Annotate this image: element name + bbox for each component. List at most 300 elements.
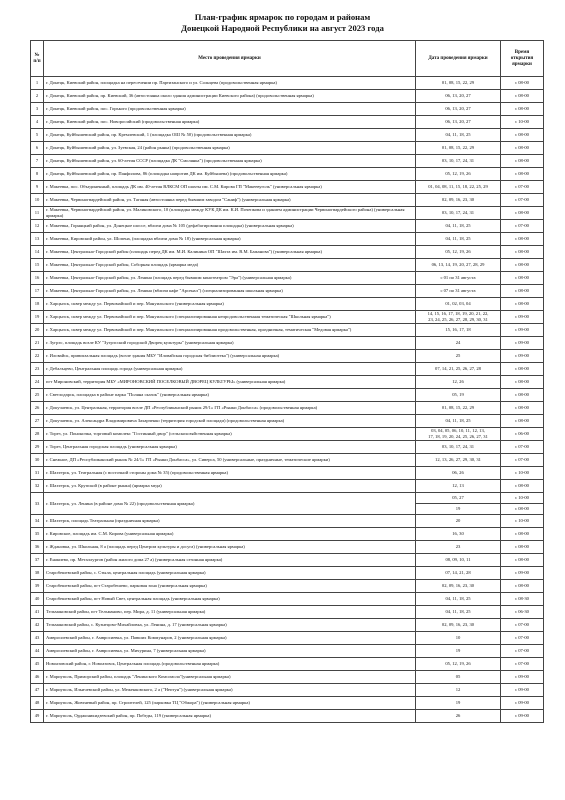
row-dates: [416, 337, 501, 350]
row-dates: [416, 324, 501, 337]
row-dates-line: 06, 13, 14, 19, 20, 27, 28, 29: [431, 262, 485, 268]
table-row: [31, 129, 544, 142]
row-time: с 09-00: [501, 311, 544, 324]
row-dates: 05, 27: [416, 493, 501, 504]
row-place: г. Макеевка, Центрально-Городской район, Соборная площадь (ярмарка меда): [44, 259, 416, 272]
row-dates: [416, 246, 501, 259]
table-row: [31, 142, 544, 155]
table-row: [31, 515, 544, 528]
table-row: [31, 194, 544, 207]
row-dates: [416, 658, 501, 671]
row-number: 13: [31, 233, 44, 246]
row-dates-line: 08, 09, 10, 11: [445, 557, 471, 563]
table-row: [31, 658, 544, 671]
row-time: с 08-00: [501, 402, 544, 415]
row-dates: [416, 389, 501, 402]
row-number: 47: [31, 684, 44, 697]
table-row: [31, 233, 544, 246]
row-dates-line: 04, 11, 18, 25: [445, 132, 471, 138]
table-row: [31, 671, 544, 684]
table-row: [31, 155, 544, 168]
row-dates: [416, 454, 501, 467]
row-number: 30: [31, 454, 44, 467]
row-time: с 08-00: [501, 207, 544, 220]
row-dates: [416, 593, 501, 606]
row-time: с 08-00: [501, 528, 544, 541]
row-dates-line: 07, 14, 21, 25, 26, 27, 28: [435, 366, 481, 372]
row-place: г. Мариуполь, Жовтневый район, пр. Строителей, 125 (парковка ТЦ "Обжора") (универсальная ярмарка): [44, 697, 416, 710]
table-row: [31, 684, 544, 697]
row-time: с 07-00: [501, 658, 544, 671]
row-number: 43: [31, 632, 44, 645]
row-dates: [416, 697, 501, 710]
row-time: с 08-00: [501, 480, 544, 493]
title-line-1: План-график ярмарок по городам и районам: [194, 12, 371, 22]
row-dates-line: 06, 13, 20, 27: [445, 106, 471, 112]
row-number: 6: [31, 142, 44, 155]
row-number: 32: [31, 480, 44, 493]
table-row: [31, 619, 544, 632]
row-number: 11: [31, 207, 44, 220]
row-number: 35: [31, 528, 44, 541]
row-number: 17: [31, 285, 44, 298]
row-place: Новоазовский район, г. Новоазовск, Центральная площадь (продовольственная ярмарка): [44, 658, 416, 671]
row-number: 8: [31, 168, 44, 181]
row-time: с 10-00: [501, 116, 544, 129]
row-place: г. Макеевка, Червоногвардейский район, ул. Таганая (автостоянка перед бывшим заводом "Саниф") (универсальная ярмарка): [44, 194, 416, 207]
table-row: [31, 541, 544, 554]
row-number: 46: [31, 671, 44, 684]
row-place: г. Шахтерск, ул. Ленина (в районе дома № 22) (продовольственная ярмарка): [44, 493, 416, 515]
row-dates-line: 02, 09, 16, 23, 30: [441, 583, 475, 589]
table-row: [31, 567, 544, 580]
row-dates: [416, 567, 501, 580]
table-body: [31, 77, 544, 723]
row-place: г. Светлодарск, площадка в районе парка "Поляна сказок" (универсальная ярмарка): [44, 389, 416, 402]
row-number: 12: [31, 220, 44, 233]
row-dates: [416, 710, 501, 723]
row-time: с 08-00: [501, 580, 544, 593]
row-place: Амвросиевский район, г. Амвросиевка, ул. Павших Коммунаров, 2 (универсальная ярмарка): [44, 632, 416, 645]
row-number: 44: [31, 645, 44, 658]
row-place: г. Харцызск, сквер между ул. Первомайской и пер. Мануильского (специализированная продовольственная, праздничная, тематическая "Медовая ярмарка"): [44, 324, 416, 337]
row-time: с 09-00: [501, 671, 544, 684]
row-dates-line: 05, 12, 19, 26: [445, 171, 471, 177]
document-title: [0, 12, 565, 33]
row-place: г. Шахтерск, ул. Крупской (в районе рынка) (ярмарка меда): [44, 480, 416, 493]
row-number: 33: [31, 493, 44, 515]
row-number: 26: [31, 402, 44, 415]
row-time: с 08-00: [501, 504, 544, 515]
row-dates-line: 12: [455, 687, 461, 693]
row-number: 10: [31, 194, 44, 207]
row-number: 7: [31, 155, 44, 168]
row-place: г. Макеевка, Червоногвардейский район, ул. Малиновского, 10 (площадка между КУК ДК им. К.И. Почепкова и зданием администрации Червоногвардейского района) (универсальная ярмарка): [44, 207, 416, 220]
row-dates-line: 23, 24, 25, 26, 27, 28, 29, 30, 31: [428, 317, 488, 322]
row-dates: [416, 220, 501, 233]
row-dates: [416, 441, 501, 454]
row-number: 4: [31, 116, 44, 129]
row-dates-line: 05, 12, 19, 26: [445, 661, 471, 667]
row-time: с 10-00: [501, 467, 544, 480]
row-dates: [416, 116, 501, 129]
row-dates-line: 24: [455, 340, 461, 346]
row-dates: [416, 428, 501, 441]
row-number: 20: [31, 324, 44, 337]
row-dates: [416, 528, 501, 541]
table-row: [31, 285, 544, 298]
table-row: [31, 376, 544, 389]
row-place: г. Торез, Центральная городская площадь (универсальная ярмарка): [44, 441, 416, 454]
row-place: г. Докучаевск, ул. Александра Владимировича Захарченко (территория городской площади) (продовольственная ярмарка): [44, 415, 416, 428]
row-number: 36: [31, 541, 44, 554]
row-time: с 08-00: [501, 233, 544, 246]
row-dates: [416, 142, 501, 155]
row-place: г. Макеевка, Центрально-Городской район (площадь перед ДК им. М.И. Калинина ОП "Шахта им. В.М. Бажанова") (универсальная ярмарка): [44, 246, 416, 259]
row-number: 23: [31, 363, 44, 376]
row-time: с 09-00: [501, 684, 544, 697]
row-place: г. Ждановка, ул. Школьная, 8 а (площадь перед Центром культуры и досуга) (универсальная ярмарка): [44, 541, 416, 554]
row-dates-line: 04, 11, 18, 25: [445, 596, 471, 602]
row-number: 22: [31, 350, 44, 363]
row-time: с 07-00: [501, 220, 544, 233]
row-place: г. Иловайск, привокзальная площадь (возле здания МБУ "Иловайская городская библиотека") (универсальная ярмарка): [44, 350, 416, 363]
row-place: г. Шахтерск, площадь Театральная (праздничная ярмарка): [44, 515, 416, 528]
row-number: 18: [31, 298, 44, 311]
row-number: 34: [31, 515, 44, 528]
table-row: [31, 593, 544, 606]
row-time: с 08-00: [501, 103, 544, 116]
row-place: Тельмановский район, с. Кузнецово-Михайловка, ул. Ленина, д. 17 (универсальная ярмарка): [44, 619, 416, 632]
row-number: 41: [31, 606, 44, 619]
row-place: Старобешевский район, с. Стыла, центральная площадь (универсальная ярмарка): [44, 567, 416, 580]
row-number: 40: [31, 593, 44, 606]
row-place: г. Донецк, Киевский район, пос. Горького (продовольственная ярмарка): [44, 103, 416, 116]
row-dates: [416, 671, 501, 684]
row-place: г. Макеевка, пос. Объединенный, площадь ДК им. 40-летия ВЛКСМ ОП шахты им. С.М. Кирова ГП "Макеевуголь" (универсальная ярмарка): [44, 181, 416, 194]
table-row: [31, 606, 544, 619]
table-row: [31, 337, 544, 350]
row-dates: [416, 350, 501, 363]
row-dates: [416, 684, 501, 697]
row-time: с 09-00: [501, 567, 544, 580]
table-row: [31, 207, 544, 220]
row-dates-line: 01, 02, 03, 04: [445, 301, 471, 307]
row-dates-line: 17, 18, 19, 20, 24, 25, 26, 27, 31: [428, 434, 488, 439]
row-time: с 07-00: [501, 632, 544, 645]
row-dates: [416, 311, 501, 324]
row-time: с 08-00: [501, 541, 544, 554]
row-time: с 08-00: [501, 129, 544, 142]
row-time: с 09-00: [501, 710, 544, 723]
row-place: г. Донецк, Киевский район, пр. Киевский, 36 (автостоянка около здания администрации Киевского района) (продовольственная ярмарка): [44, 90, 416, 103]
row-place: Старобешевский район, пгт Старобешево, парковая зона (универсальная ярмарка): [44, 580, 416, 593]
table-row: [31, 103, 544, 116]
row-time: с 08-00: [501, 298, 544, 311]
row-dates: [416, 233, 501, 246]
row-number: 29: [31, 441, 44, 454]
table-row: [31, 90, 544, 103]
row-dates-line: 14, 15, 16, 17, 18, 19, 20, 21, 22,: [427, 311, 489, 317]
row-dates-line: 19: [455, 648, 461, 654]
row-place: г. Докучаевск, ул. Центральная, территория возле ДП «Республиканский рынок 29/1» ГП «Рынки Донбасса» (продовольственная ярмарка): [44, 402, 416, 415]
row-time: с 07-00: [501, 645, 544, 658]
row-time: с 06-30: [501, 606, 544, 619]
row-dates-line: 04, 11, 18, 25: [445, 609, 471, 615]
row-place: г. Макеевка, Горняцкий район, ул. Донецкое шоссе, вблизи дома № 105 (дефабагирования площадка) (универсальная ярмарка): [44, 220, 416, 233]
row-number: 38: [31, 567, 44, 580]
row-time: с 08-00: [501, 246, 544, 259]
row-dates-line: 04, 11, 18, 25: [445, 418, 471, 424]
row-number: 15: [31, 259, 44, 272]
row-dates-line: 06, 13, 20, 27: [445, 119, 471, 125]
row-place: г. Макеевка, Центрально-Городской район, ул. Ленина (вблизи кафе "Арсенал") (специализированная школьная ярмарка): [44, 285, 416, 298]
row-time: с 08-00: [501, 285, 544, 298]
row-dates: [416, 376, 501, 389]
row-dates: [416, 168, 501, 181]
row-place: Тельмановский район, пгт Тельманово, пер. Мира, д. 11 (универсальная ярмарка): [44, 606, 416, 619]
row-dates: [416, 580, 501, 593]
row-time: с 08-30: [501, 593, 544, 606]
row-place: г. Зугрэс, площадь возле КУ "Зугрэсский городской Дворец культуры" (универсальная ярмарка): [44, 337, 416, 350]
row-place: г. Харцызск, сквер между ул. Первомайской и пер. Мануильского (специализированная непродовольственная тематическая "Школьная ярмарка"): [44, 311, 416, 324]
row-number: 25: [31, 389, 44, 402]
row-dates: [416, 415, 501, 428]
row-number: 21: [31, 337, 44, 350]
row-time: с 08-00: [501, 554, 544, 567]
row-number: 24: [31, 376, 44, 389]
row-number: 42: [31, 619, 44, 632]
table-row: [31, 77, 544, 90]
row-dates-line: 03, 10, 17, 24, 31: [441, 158, 475, 164]
row-number: 45: [31, 658, 44, 671]
row-dates: [416, 103, 501, 116]
row-number: 49: [31, 710, 44, 723]
row-time: с 10-00: [501, 515, 544, 528]
row-place: Амвросиевский район, г. Амвросиевка, ул. Мичурина, 7 (универсальная ярмарка): [44, 645, 416, 658]
table-row: [31, 220, 544, 233]
row-number: 1: [31, 77, 44, 90]
row-number: 19: [31, 311, 44, 324]
row-place: г. Кировское, площадь им. С.М. Кирова (универсальная ярмарка): [44, 528, 416, 541]
row-dates-line: 12, 13: [452, 483, 464, 489]
row-dates: [416, 285, 501, 298]
table-row: [31, 324, 544, 337]
row-place: г. Донецк, Куйбышевский район, пр. Кремлевский, 1 (площадка ОШ № 50) (продовольственная ярмарка): [44, 129, 416, 142]
fairs-schedule-table: [30, 40, 544, 723]
table-row: [31, 350, 544, 363]
row-dates-line: 23: [455, 544, 461, 550]
row-number: 16: [31, 272, 44, 285]
row-dates: [416, 259, 501, 272]
row-dates-line: 06, 13, 20, 27: [445, 93, 471, 99]
table-row: [31, 454, 544, 467]
row-time: с 08-00: [501, 415, 544, 428]
row-place: г. Макеевка, Центрально-Городской район, ул. Ленина (площадь перед бывшим кинотеатром "Эра") (универсальная ярмарка): [44, 272, 416, 285]
row-time: с 07-00: [501, 194, 544, 207]
row-dates: [416, 363, 501, 376]
row-number: 5: [31, 129, 44, 142]
table-row: [31, 645, 544, 658]
row-dates: [416, 155, 501, 168]
row-dates-line: 05: [455, 674, 461, 680]
row-dates: [416, 632, 501, 645]
row-time: с 08-00: [501, 389, 544, 402]
row-dates-line: 07, 14, 21, 28: [445, 570, 471, 576]
row-place: г. Донецк, Куйбышевский район, ул. 60-летия СССР (площадка ДК "Смолянка") (продовольственная ярмарка): [44, 155, 416, 168]
row-time: с 07-00: [501, 619, 544, 632]
row-place: г. Дебальцево, Центральная площадь города (универсальная ярмарка): [44, 363, 416, 376]
row-place: г. Мариуполь, Приморский район, площадь "Ленинского Комсомола"(универсальная ярмарка): [44, 671, 416, 684]
row-dates: [416, 467, 501, 480]
row-dates-line: с 07 по 31 августа: [440, 288, 476, 294]
row-dates-line: 12, 26: [452, 379, 464, 385]
row-dates-line: 04, 11, 18, 25: [445, 223, 471, 229]
row-dates-line: 05, 19: [452, 392, 464, 398]
row-dates-line: 02, 09, 16, 23, 30: [441, 622, 475, 628]
row-dates: [416, 90, 501, 103]
row-time: с 08-00: [501, 168, 544, 181]
row-time: с 08-00: [501, 376, 544, 389]
table-row: [31, 441, 544, 454]
table-row: [31, 428, 544, 441]
row-time: с 07-00: [501, 441, 544, 454]
row-number: 31: [31, 467, 44, 480]
row-place: пгт Мироновский, территория МБУ «МИРОНОВСКИЙ ПОСЕЛКОВЫЙ ДВОРЕЦ КУЛЬТУРЫ» (универсальная ярмарка): [44, 376, 416, 389]
row-dates: [416, 606, 501, 619]
table-row: [31, 415, 544, 428]
row-time: с 09-00: [501, 324, 544, 337]
row-dates-line: 01, 04, 08, 11, 15, 18, 22, 25, 29: [428, 184, 488, 190]
row-place: г. Шахтерск, ул. Театральная (с восточной стороны дома № 35) (продовольственная ярмарка): [44, 467, 416, 480]
row-number: 3: [31, 103, 44, 116]
row-number: 39: [31, 580, 44, 593]
row-place: г. Макеевка, Кировский район, ул. Шопена, (площадка вблизи дома № 18) (универсальная ярмарка): [44, 233, 416, 246]
row-number: 9: [31, 181, 44, 194]
row-number: 27: [31, 415, 44, 428]
table-row: [31, 311, 544, 324]
row-time: с 09-00: [501, 350, 544, 363]
table-row: [31, 480, 544, 493]
table-row: [31, 389, 544, 402]
row-dates-line: 04, 11, 18, 25: [445, 236, 471, 242]
row-place: г. Торез, ул. Пононочка, торговый комплекс "Гостинный двор" (сельскохозяйственная ярмарка): [44, 428, 416, 441]
row-time: с 08-00: [501, 259, 544, 272]
row-dates: [416, 77, 501, 90]
table-row: [31, 168, 544, 181]
row-place: г. Донецк, Киевский район, площадка на пересечении пр. Партизанского и ул. Солнцева (продовольственная ярмарка): [44, 77, 416, 90]
table-row: [31, 272, 544, 285]
row-dates-line: 12, 13, 26, 27, 29, 30, 31: [435, 457, 481, 463]
header-dates: Дата проведения ярмарки: [416, 41, 501, 77]
row-dates: [416, 515, 501, 528]
row-time: с 09-00: [501, 697, 544, 710]
row-time: с 06-00: [501, 428, 544, 441]
row-dates-line: с 01 по 31 августа: [440, 275, 476, 281]
header-time: Время открытия ярмарки: [501, 41, 544, 77]
row-dates-line: 03, 10, 17, 24, 31: [441, 444, 475, 450]
table-row: [31, 493, 544, 504]
row-number: 48: [31, 697, 44, 710]
row-number: 28: [31, 428, 44, 441]
row-dates-line: 10: [455, 635, 461, 641]
row-dates-line: 03, 04, 05, 06, 10, 11, 12, 13,: [431, 428, 485, 434]
row-place: г. Енакиево, пр. Металлургов (район жилого дома 27 а) (универсальная сезонная ярмарка): [44, 554, 416, 567]
row-dates: [416, 541, 501, 554]
row-time: с 07-00: [501, 181, 544, 194]
row-time: с 08-00: [501, 142, 544, 155]
row-dates: 19: [416, 504, 501, 515]
row-time: с 07-00: [501, 454, 544, 467]
row-number: 2: [31, 90, 44, 103]
row-dates: [416, 207, 501, 220]
row-dates-line: 20: [455, 518, 461, 524]
row-dates-line: 02, 09, 16, 23, 30: [441, 197, 475, 203]
row-place: г. Донецк, Куйбышевский район, ул. Зуевская, 24 (район рынка) (продовольственная ярмарка): [44, 142, 416, 155]
row-dates: [416, 129, 501, 142]
row-dates-line: 03, 10, 17, 24, 31: [441, 210, 475, 216]
row-dates: [416, 272, 501, 285]
row-dates-line: 01, 08, 15, 22, 29: [441, 405, 475, 411]
row-dates-line: 15, 16, 17, 18: [445, 327, 471, 333]
row-place: г. Донецк, Куйбышевский район, пр. Панфилова, 86 (площадка напротив ДК им. Куйбышева) (продовольственная ярмарка): [44, 168, 416, 181]
row-place: Старобешевский район, пгт Новый Свет, центральная площадь (универсальная ярмарка): [44, 593, 416, 606]
row-time: с 09-00: [501, 337, 544, 350]
row-time: с 10-00: [501, 493, 544, 504]
row-dates: [416, 645, 501, 658]
row-time: с 08-00: [501, 77, 544, 90]
row-dates-line: 25: [455, 353, 461, 359]
table-row: [31, 580, 544, 593]
row-place: г. Снежное, ДП «Республиканский рынок № 24/1» ГП «Рынки Донбасса», ул. Сиверса, 50 (универсальные, праздничные, тематические ярмарки): [44, 454, 416, 467]
row-place: г. Мариуполь, Орджоникидзевский район, пр. Победы, 119 (универсальная ярмарка): [44, 710, 416, 723]
table-row: [31, 467, 544, 480]
row-dates: [416, 554, 501, 567]
table-row: [31, 632, 544, 645]
row-dates: [416, 194, 501, 207]
row-time: с 08-00: [501, 272, 544, 285]
table-row: [31, 259, 544, 272]
row-dates-line: 16, 30: [452, 531, 464, 537]
table-row: [31, 116, 544, 129]
row-place: г. Донецк, Киевский район, пос. Новоросийский (продовольственная ярмарка): [44, 116, 416, 129]
row-dates-line: 05, 12, 19, 26: [445, 249, 471, 255]
row-dates-line: 01, 08, 15, 22, 29: [441, 145, 475, 151]
table-row: [31, 181, 544, 194]
table-row: [31, 363, 544, 376]
table-row: [31, 298, 544, 311]
row-dates-line: 01, 08, 15, 22, 29: [441, 80, 475, 86]
header-place: Место проведения ярмарки: [44, 41, 416, 77]
header-num: № п/п: [31, 41, 44, 77]
row-dates: [416, 480, 501, 493]
row-time: с 08-00: [501, 90, 544, 103]
row-dates: [416, 402, 501, 415]
row-dates: [416, 181, 501, 194]
table-row: [31, 528, 544, 541]
row-number: 37: [31, 554, 44, 567]
row-dates-line: 19: [455, 700, 461, 706]
row-dates-line: 06, 26: [452, 470, 464, 476]
row-place: г. Харцызск, сквер между ул. Первомайской и пер. Мануильского (универсальная ярмарка): [44, 298, 416, 311]
row-dates: [416, 619, 501, 632]
table-row: [31, 710, 544, 723]
row-number: 14: [31, 246, 44, 259]
table-row: [31, 697, 544, 710]
row-dates: [416, 298, 501, 311]
table-row: [31, 402, 544, 415]
row-place: г. Мариуполь, Ильичевский район, ул. Меженковского, 2 а ("Нептун") (универсальная ярмарка): [44, 684, 416, 697]
